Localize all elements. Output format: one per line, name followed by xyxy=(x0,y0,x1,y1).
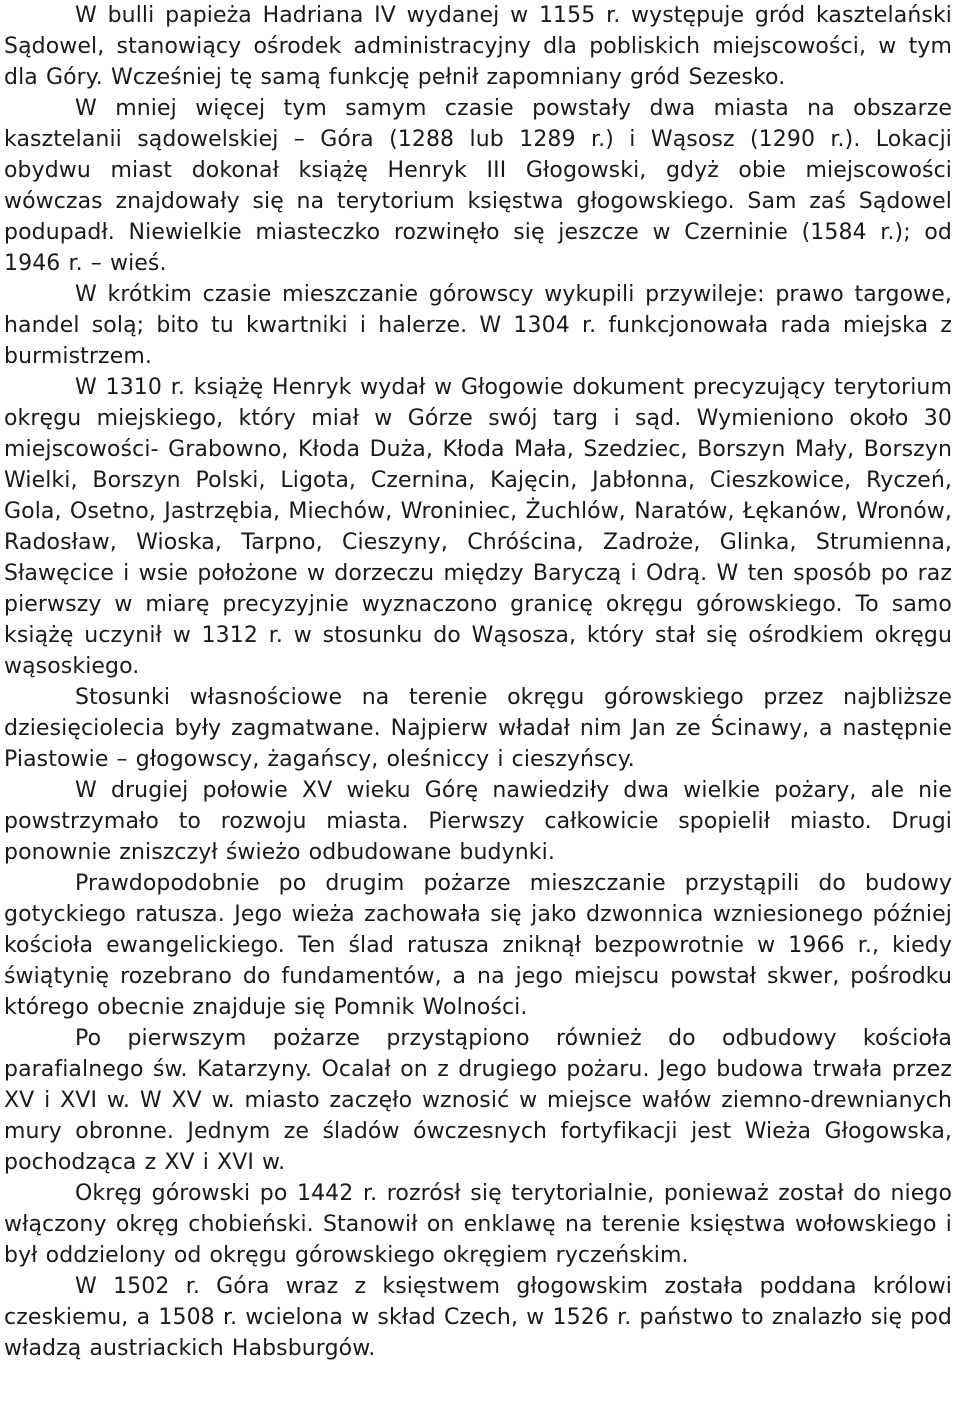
paragraph-kosciol-mury: Po pierwszym pożarze przystąpiono również do odbudowy kościoła parafialnego św. Katarzyny. Ocalał on z drugiego pożaru. Jego budowa trwała przez XV i XVI w. W XV w. miasto zaczęło wznosić w miejsce wałów ziemno-drewnianych mury obronne. Jednym ze śladów ówczesnych fortyfikacji jest Wieża Głogowska, pochodząca z XV i XVI w. xyxy=(4,1026,952,1175)
paragraph-przywileje: W krótkim czasie mieszczanie górowscy wykupili przywileje: prawo targowe, handel solą; bito tu kwartniki i halerze. W 1304 r. funkcjonowała rada miejska z burmistrzem. xyxy=(4,282,952,369)
document-page xyxy=(4,0,952,1364)
paragraph-ratusz: Prawdopodobnie po drugim pożarze mieszczanie przystąpili do budowy gotyckiego ratusza. Jego wieża zachowała się jako dzwonnica wzniesionego później kościoła ewangelickiego. Ten ślad ratusza zniknął bezpowrotnie w 1966 r., kiedy świątynię rozebrano do fundamentów, a na jego miejscu powstał skwer, pośrodku którego obecnie znajduje się Pomnik Wolności. xyxy=(4,871,952,1020)
paragraph-pozary: W drugiej połowie XV wieku Górę nawiedziły dwa wielkie pożary, ale nie powstrzymało to rozwoju miasta. Pierwszy całkowicie spopielił miasto. Drugi ponownie zniszczył świeżo odbudowane budynki. xyxy=(4,778,952,865)
paragraph-okreg-chobienski: Okręg górowski po 1442 r. rozrósł się terytorialnie, ponieważ został do niego włączony okręg chobieński. Stanowił on enklawę na terenie księstwa wołowskiego i był oddzielony od okręgu górowskiego okręgiem ryczeńskim. xyxy=(4,1181,952,1268)
paragraph-okreg-miejski: W 1310 r. książę Henryk wydał w Głogowie dokument precyzujący terytorium okręgu miejskiego, który miał w Górze swój targ i sąd. Wymieniono około 30 miejscowości- Grabowno, Kłoda Duża, Kłoda Mała, Szedziec, Borszyn Mały, Borszyn Wielki, Borszyn Polski, Ligota, Czernina, Kajęcin, Jabłonna, Cieszkowice, Ryczeń, Gola, Osetno, Jastrzębia, Miechów, Wroniniec, Żuchlów, Naratów, Łękanów, Wronów, Radosław, Wioska, Tarpno, Cieszyny, Chróścina, Zadroże, Glinka, Strumienna, Sławęcice i wsie położone w dorzeczu między Baryczą i Odrą. W ten sposób po raz pierwszy w miarę precyzyjnie wyznaczono granicę okręgu górowskiego. To samo książę uczynił w 1312 r. w stosunku do Wąsosza, który stał się ośrodkiem okręgu wąsoskiego. xyxy=(4,375,952,679)
paragraph-bulla: W bulli papieża Hadriana IV wydanej w 1155 r. występuje gród kasztelański Sądowel, stanowiący ośrodek administracyjny dla pobliskich miejscowości, w tym dla Góry. Wcześniej tę samą funkcję pełnił zapomniany gród Sezesko. xyxy=(4,3,952,90)
paragraph-stosunki-wlasnosciowe: Stosunki własnościowe na terenie okręgu górowskiego przez najbliższe dziesięciolecia były zagmatwane. Najpierw władał nim Jan ze Ścinawy, a następnie Piastowie – głogowscy, żagańscy, oleśniccy i cieszyńscy. xyxy=(4,685,952,772)
paragraph-habsburgowie: W 1502 r. Góra wraz z księstwem głogowskim została poddana królowi czeskiemu, a 1508 r. wcielona w skład Czech, w 1526 r. państwo to znalazło się pod władzą austriackich Habsburgów. xyxy=(4,1274,952,1361)
paragraph-miasta-lokacja: W mniej więcej tym samym czasie powstały dwa miasta na obszarze kasztelanii sądowelskiej – Góra (1288 lub 1289 r.) i Wąsosz (1290 r.). Lokacji obydwu miast dokonał książę Henryk III Głogowski, gdyż obie miejscowości wówczas znajdowały się na terytorium księstwa głogowskiego. Sam zaś Sądowel podupadł. Niewielkie miasteczko rozwinęło się jeszcze w Czerninie (1584 r.); od 1946 r. – wieś. xyxy=(4,96,952,276)
